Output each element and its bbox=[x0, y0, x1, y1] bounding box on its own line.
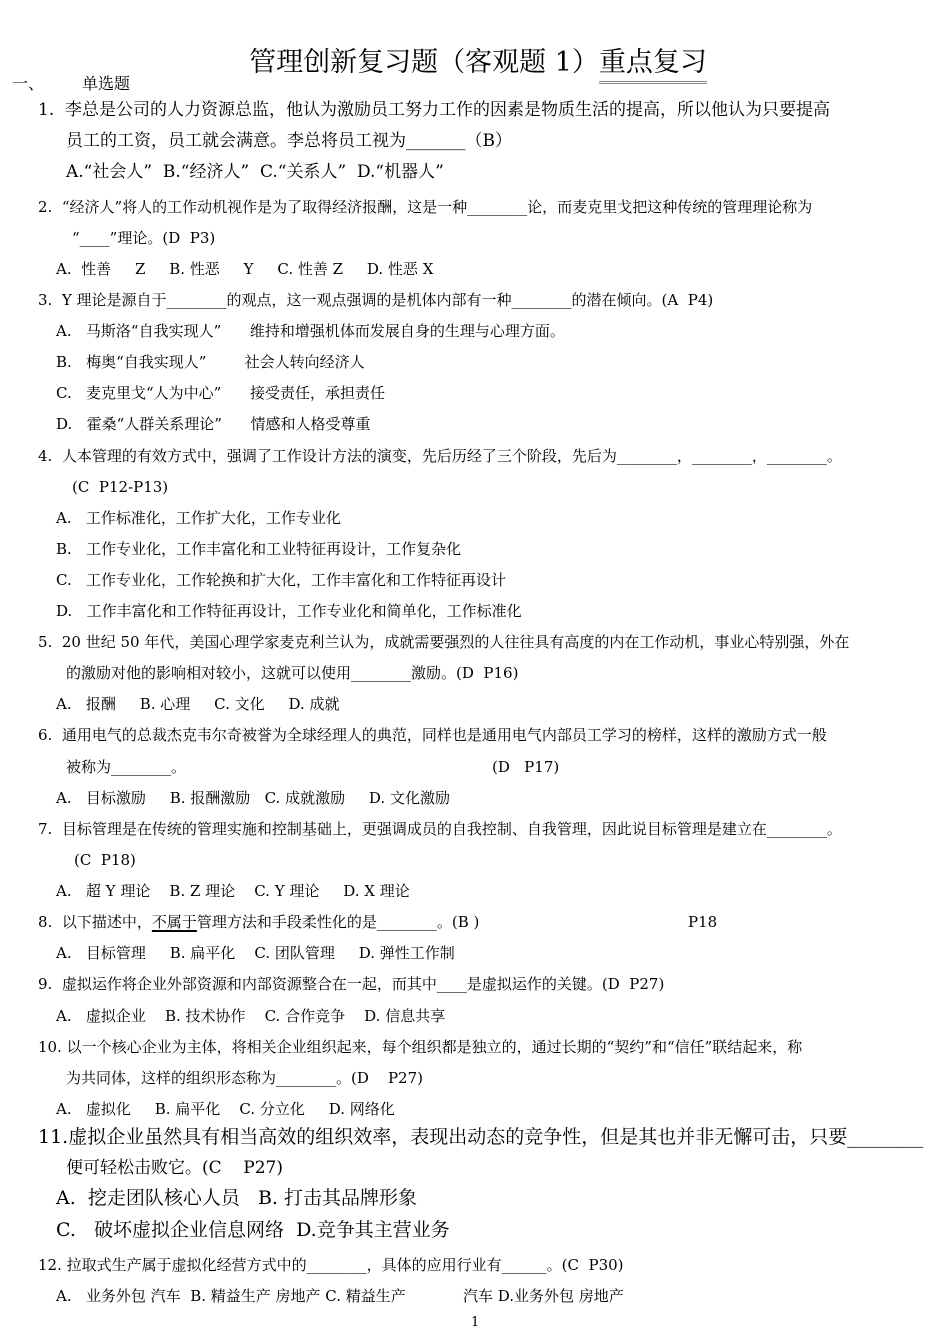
question-8-prefix: 8. 以下描述中， bbox=[38, 913, 152, 931]
question-3-option-d: D. 霍桑“人群关系理论” 情感和人格受尊重 bbox=[56, 415, 371, 433]
question-6-reference: (D P17) bbox=[492, 758, 560, 776]
question-6-line-1: 6. 通用电气的总裁杰克韦尔奇被誉为全球经理人的典范，同样也是通用电气内部员工学习的榜样，这样的激励方式一般 bbox=[38, 726, 827, 744]
question-9-options: A. 虚拟企业 B. 技术协作 C. 合作竞争 D. 信息共享 bbox=[56, 1007, 446, 1025]
question-1-line-2: 员工的工资，员工就会满意。李总将员工视为_______（B） bbox=[66, 131, 512, 151]
question-11-options-cd: C. 破坏虚拟企业信息网络 D.竞争其主营业务 bbox=[56, 1219, 450, 1241]
question-8-underlined: 不属于 bbox=[151, 913, 197, 931]
question-12-options: A. 业务外包 汽车 B. 精益生产 房地产 C. 精益生产 汽车 D.业务外包 房地产 bbox=[56, 1287, 624, 1305]
question-7-line-2: (C P18) bbox=[74, 851, 136, 869]
question-4-option-c: C. 工作专业化，工作轮换和扩大化，工作丰富化和工作特征再设计 bbox=[56, 571, 507, 589]
question-4-option-b: B. 工作专业化，工作丰富化和工业特征再设计，工作复杂化 bbox=[56, 540, 462, 558]
question-4-option-d: D. 工作丰富化和工作特征再设计，工作专业化和简单化，工作标准化 bbox=[56, 602, 522, 620]
question-8-line-1 bbox=[38, 915, 479, 930]
title-emphasis: 重点复习 bbox=[599, 47, 707, 84]
question-4-line-1: 4. 人本管理的有效方式中，强调了工作设计方法的演变，先后历经了三个阶段，先后为________，________，________。 bbox=[38, 447, 842, 465]
question-8-suffix: 管理方法和手段柔性化的是________。(B ) bbox=[196, 913, 480, 931]
question-11-options-ab: A. 挖走团队核心人员 B. 打击其品牌形象 bbox=[56, 1187, 418, 1209]
question-11-line-2: 便可轻松击败它。(C P27) bbox=[66, 1158, 283, 1178]
question-3-option-c: C. 麦克里戈“人为中心” 接受责任，承担责任 bbox=[56, 384, 385, 402]
page-number: 1 bbox=[471, 1315, 480, 1330]
question-2-line-1: 2. “经济人”将人的工作动机视作是为了取得经济报酬，这是一种________论，而麦克里戈把这种传统的管理理论称为 bbox=[38, 198, 813, 216]
question-10-line-2: 为共同体，这样的组织形态称为________。(D P27) bbox=[66, 1069, 423, 1087]
title-main: 管理创新复习题（客观题 1） bbox=[249, 47, 599, 78]
question-3-option-a: A. 马斯洛“自我实现人” 维持和增强机体而发展自身的生理与心理方面。 bbox=[56, 322, 565, 340]
question-12-line-1: 12. 拉取式生产属于虚拟化经营方式中的________，具体的应用行业有______。(C P30) bbox=[38, 1256, 624, 1274]
question-5-options: A. 报酬 B. 心理 C. 文化 D. 成就 bbox=[56, 695, 340, 713]
question-3-option-b: B. 梅奥“自我实现人” 社会人转向经济人 bbox=[56, 353, 365, 371]
page-title bbox=[232, 22, 707, 76]
question-6-options: A. 目标激励 B. 报酬激励 C. 成就激励 D. 文化激励 bbox=[56, 789, 450, 807]
question-1-line-1: 1. 李总是公司的人力资源总监，他认为激励员工努力工作的因素是物质生活的提高，所以他认为只要提高 bbox=[38, 100, 831, 120]
question-2-options: A. 性善 Z B. 性恶 Y C. 性善 Z D. 性恶 X bbox=[56, 260, 434, 278]
question-11-line-1: 11.虚拟企业虽然具有相当高效的组织效率，表现出动态的竞争性，但是其也并非无懈可击，只要________ bbox=[38, 1126, 924, 1148]
section-number: 一、 bbox=[12, 74, 45, 93]
question-8-options: A. 目标管理 B. 扁平化 C. 团队管理 D. 弹性工作制 bbox=[56, 944, 455, 962]
question-5-line-2: 的激励对他的影响相对较小，这就可以使用________激励。(D P16) bbox=[66, 664, 519, 682]
question-4-line-2: (C P12-P13) bbox=[72, 478, 169, 496]
question-9-line-1: 9. 虚拟运作将企业外部资源和内部资源整合在一起，而其中____是虚拟运作的关键。(D P27) bbox=[38, 975, 665, 993]
question-7-options: A. 超 Y 理论 B. Z 理论 C. Y 理论 D. X 理论 bbox=[56, 882, 410, 900]
question-3-line-1: 3. Y 理论是源自于________的观点，这一观点强调的是机体内部有一种________的潜在倾向。(A P4) bbox=[38, 291, 714, 309]
question-10-line-1: 10. 以一个核心企业为主体，将相关企业组织起来，每个组织都是独立的，通过长期的“契约”和“信任”联结起来，称 bbox=[38, 1038, 803, 1056]
question-2-line-2: “____”理论。(D P3) bbox=[72, 229, 216, 247]
question-8-reference: P18 bbox=[688, 913, 718, 931]
question-4-option-a: A. 工作标准化，工作扩大化，工作专业化 bbox=[56, 509, 341, 527]
section-label: 单选题 bbox=[82, 74, 131, 93]
question-10-options: A. 虚拟化 B. 扁平化 C. 分立化 D. 网络化 bbox=[56, 1100, 395, 1118]
question-5-line-1: 5. 20 世纪 50 年代，美国心理学家麦克利兰认为，成就需要强烈的人往往具有高度的内在工作动机，事业心特别强，外在 bbox=[38, 633, 850, 651]
question-6-line-2: 被称为________。 bbox=[66, 758, 187, 776]
question-7-line-1: 7. 目标管理是在传统的管理实施和控制基础上，更强调成员的自我控制、自我管理，因此说目标管理是建立在________。 bbox=[38, 820, 842, 838]
question-1-options: A.“社会人” B.“经济人” C.“关系人” D.“机器人” bbox=[66, 162, 444, 182]
